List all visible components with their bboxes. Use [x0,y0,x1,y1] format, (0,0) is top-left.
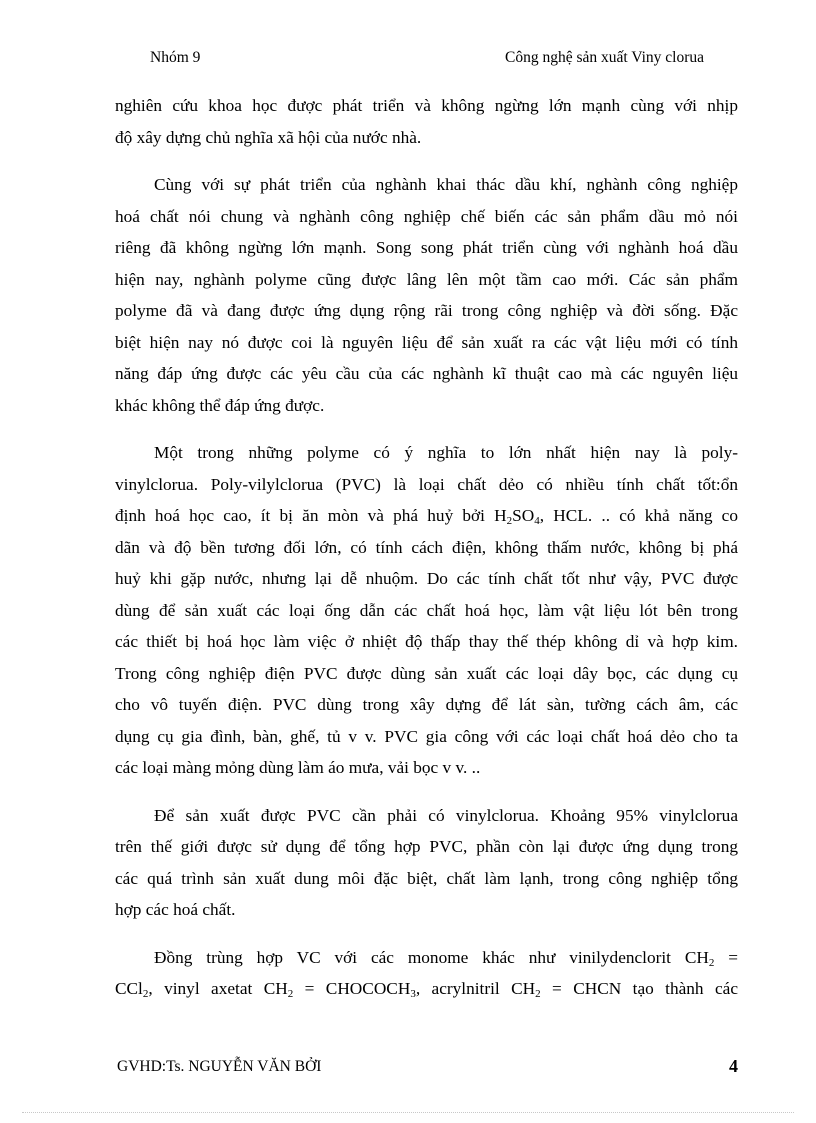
text-line: riêng đã không ngừng lớn mạnh. Song song phát triển cùng với nghành hoá dầu [115,238,738,257]
text-line: hoá chất nói chung và nghành công nghiệp chế biến các sản phẩm dầu mỏ nói [115,206,738,226]
text-line: Cùng với sự phát triển của nghành khai thác dầu khí, nghành công nghiệp [154,175,738,194]
text-line: dụng cụ gia đình, bàn, ghế, tủ v v. PVC gia công với các loại chất hoá dẻo cho ta [115,726,738,746]
text-line: vinylclorua. Poly-vilylclorua (PVC) là loại chất dẻo có nhiều tính chất tốt:ổn [115,474,738,494]
text-line: Một trong những polyme có ý nghĩa to lớn nhất hiện nay là poly- [154,443,738,462]
body-text [115,90,738,1005]
text-line: khác không thể đáp ứng được. [115,395,325,415]
text-line: Trong công nghiệp điện PVC được dùng sản xuất các loại dây bọc, các dụng cụ [115,663,738,683]
text-line: dùng để sản xuất các loại ống dẫn các chất hoá học, làm vật liệu lót bên trong [115,600,738,620]
paragraph-1 [115,90,738,153]
header-group-name: Nhóm 9 [150,49,201,66]
text-line: polyme đã và đang được ứng dụng rộng rãi trong công nghiệp và đời sống. Đặc [115,301,738,320]
text-line: cho vô tuyến điện. PVC dùng trong xây dựng để lát sàn, tường cách âm, các [115,695,738,714]
text-line: huỷ khi gặp nước, nhưng lại dễ nhuộm. Do các tính chất tốt như vậy, PVC được [115,569,738,588]
text-line: năng đáp ứng được các yêu cầu của các nghành kĩ thuật cao mà các nguyên liệu [115,364,738,383]
page-bottom-divider [22,1112,794,1113]
paragraph-2 [115,169,738,421]
text-line: các thiết bị hoá học làm việc ở nhiệt độ thấp thay thế thép không dỉ và hợp kim. [115,632,738,651]
paragraph-4 [115,800,738,926]
page-number: 4 [729,1056,738,1076]
text-line: các quá trình sản xuất dung môi đặc biệt, chất làm lạnh, trong công nghiệp tổng [115,868,738,888]
text-line: hiện nay, nghành polyme cũng được lâng lên một tầm cao mới. Các sản phẩm [115,269,738,289]
text-line: các loại màng mỏng dùng làm áo mưa, vải bọc v v. .. [115,758,481,777]
footer-supervisor: GVHD:Ts. NGUYỄN VĂN BỞI [117,1058,322,1075]
text-line: hợp các hoá chất. [115,900,236,919]
text-line: định hoá học cao, ít bị ăn mòn và phá huỷ bởi $H_2SO_4$, HCL. .. có khả năng co [115,506,738,527]
text-line: trên thế giới được sử dụng để tổng hợp PVC, phần còn lại được ứng dụng trong [115,837,738,856]
paragraph-3 [115,437,738,784]
text-line: Đồng trùng hợp VC với các monome khác như vinilydenclorit $CH_2$ = [154,947,738,969]
text-line: độ xây dựng chủ nghĩa xã hội của nước nhà. [115,127,422,147]
text-line: dãn và độ bền tương đối lớn, có tính cách điện, không thấm nước, không bị phá [115,537,738,557]
text-line: nghiên cứu khoa học được phát triển và không ngừng lớn mạnh cùng với nhịp [115,96,738,115]
text-line: Để sản xuất được PVC cần phải có vinylclorua. Khoảng 95% vinylclorua [154,805,738,825]
paragraph-5 [115,942,738,1005]
text-line: CCl$_2$, vinyl axetat $CH_2$ = $CHOCOCH_3$, acrylnitril $CH_2$ = CHCN tạo thành các [115,979,738,1000]
header-document-title: Công nghệ sản xuất Viny clorua [505,49,704,66]
text-line: biệt hiện nay nó được coi là nguyên liệu để sản xuất ra các vật liệu mới có tính [115,332,738,352]
